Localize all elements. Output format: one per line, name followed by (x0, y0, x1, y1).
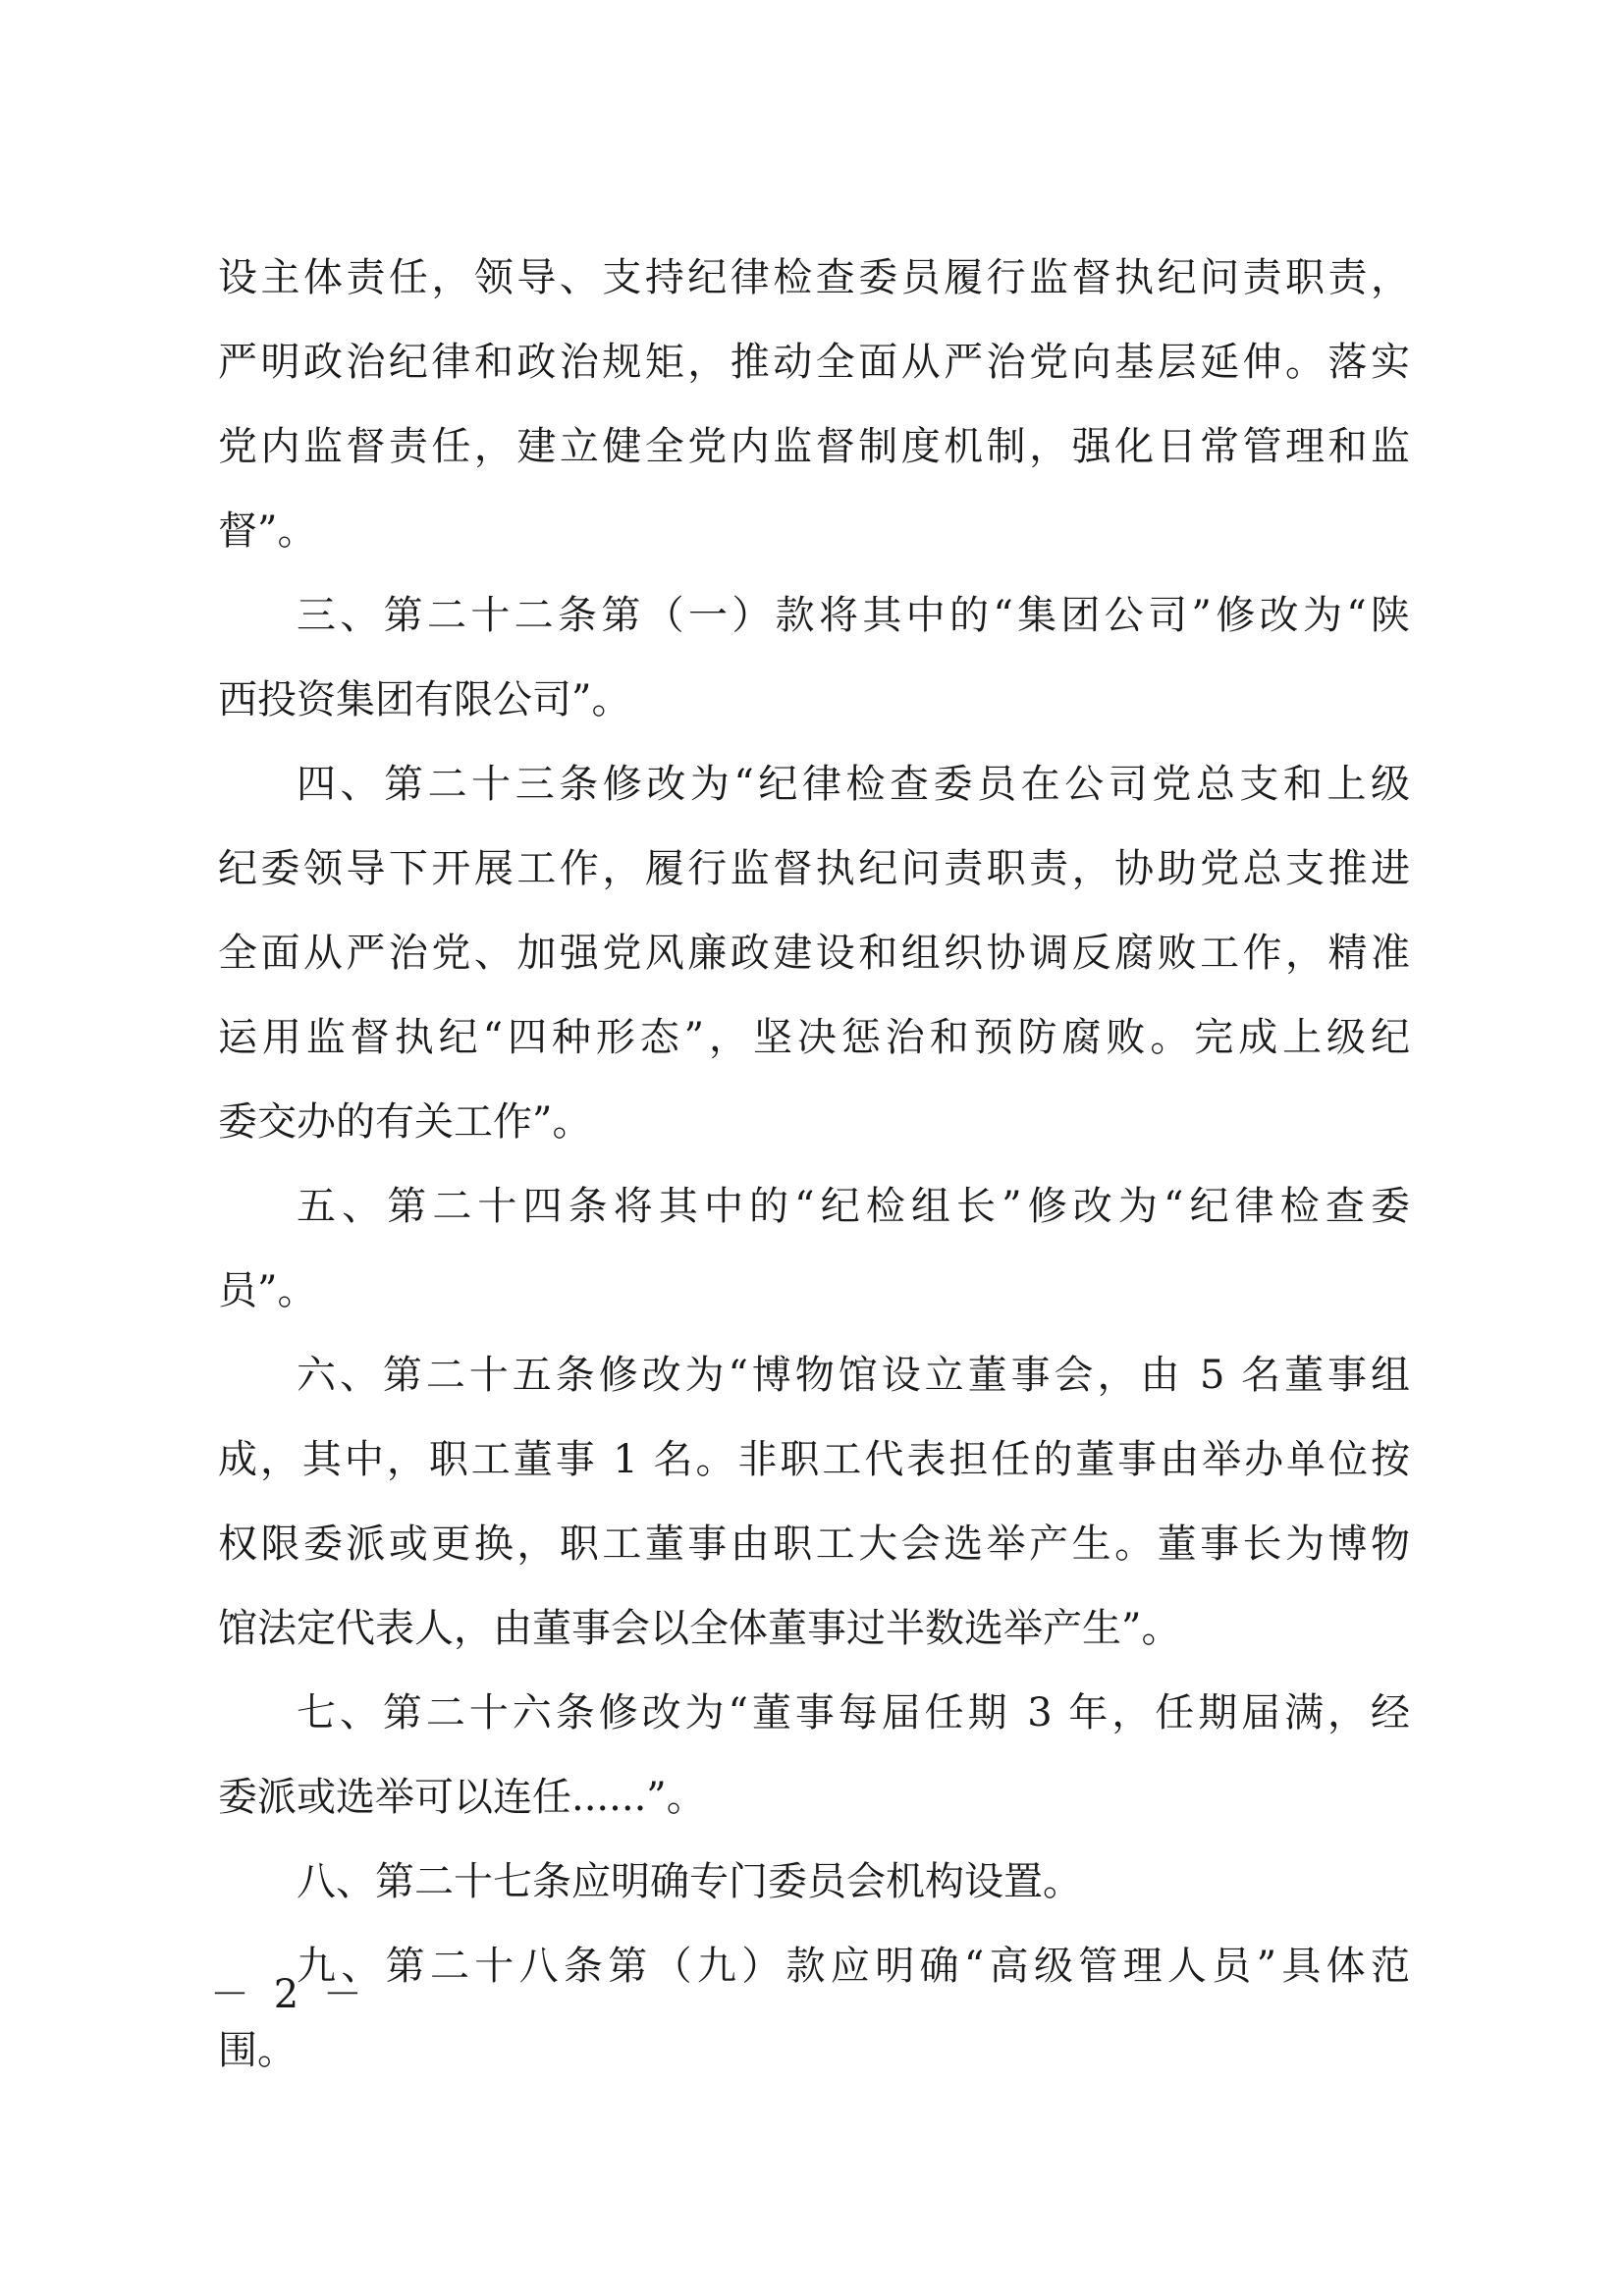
text-line: 八、第二十七条应明确专门委员会机构设置。 (297, 1859, 1082, 1904)
text-line: 员”。 (218, 1268, 317, 1313)
text-line: 围。 (218, 2028, 297, 2073)
paragraph-item-6 (218, 1333, 1410, 1671)
paragraph-item-5 (218, 1164, 1410, 1333)
page-number: － 2 － (210, 1972, 368, 2017)
text-line: 严明政治纪律和政治规矩，推动全面从严治党向基层延伸。落实 (218, 340, 1410, 385)
paragraph-item-9 (218, 1924, 1410, 2093)
text-line: 五、第二十四条将其中的“纪检组长”修改为“纪律检查委 (297, 1184, 1410, 1229)
text-line: 运用监督执纪“四种形态”，坚决惩治和预防腐败。完成上级纪 (218, 1015, 1410, 1060)
paragraph-continuation (218, 236, 1410, 573)
text-line: 设主体责任，领导、支持纪律检查委员履行监督执纪问责职责， (218, 255, 1410, 300)
text-line: 权限委派或更换，职工董事由职工大会选举产生。董事长为博物 (218, 1522, 1410, 1567)
text-line: 西投资集团有限公司”。 (218, 677, 631, 722)
text-line: 馆法定代表人，由董事会以全体董事过半数选举产生”。 (218, 1606, 1181, 1651)
paragraph-item-4 (218, 742, 1410, 1164)
paragraph-item-8 (218, 1840, 1410, 1924)
text-line: 六、第二十五条修改为“博物馆设立董事会，由 5 名董事组 (297, 1353, 1410, 1398)
text-line: 委派或选举可以连任......”。 (218, 1775, 706, 1820)
text-line: 成，其中，职工董事 1 名。非职工代表担任的董事由举办单位按 (218, 1437, 1410, 1482)
text-line: 三、第二十二条第（一）款将其中的“集团公司”修改为“陕 (297, 593, 1410, 638)
text-line: 七、第二十六条修改为“董事每届任期 3 年，任期届满，经 (297, 1690, 1410, 1735)
paragraph-item-3 (218, 573, 1410, 742)
text-line: 督”。 (218, 508, 317, 554)
text-line: 四、第二十三条修改为“纪律检查委员在公司党总支和上级 (297, 762, 1410, 807)
text-line: 党内监督责任，建立健全党内监督制度机制，强化日常管理和监 (218, 424, 1410, 469)
text-line: 委交办的有关工作”。 (218, 1099, 592, 1145)
text-line: 纪委领导下开展工作，履行监督执纪问责职责，协助党总支推进 (218, 846, 1410, 891)
paragraph-item-7 (218, 1671, 1410, 1840)
text-line: 九、第二十八条第（九）款应明确“高级管理人员”具体范 (297, 1944, 1410, 1989)
text-line: 全面从严治党、加强党风廉政建设和组织协调反腐败工作，精准 (218, 931, 1410, 976)
document-body (218, 236, 1410, 2093)
